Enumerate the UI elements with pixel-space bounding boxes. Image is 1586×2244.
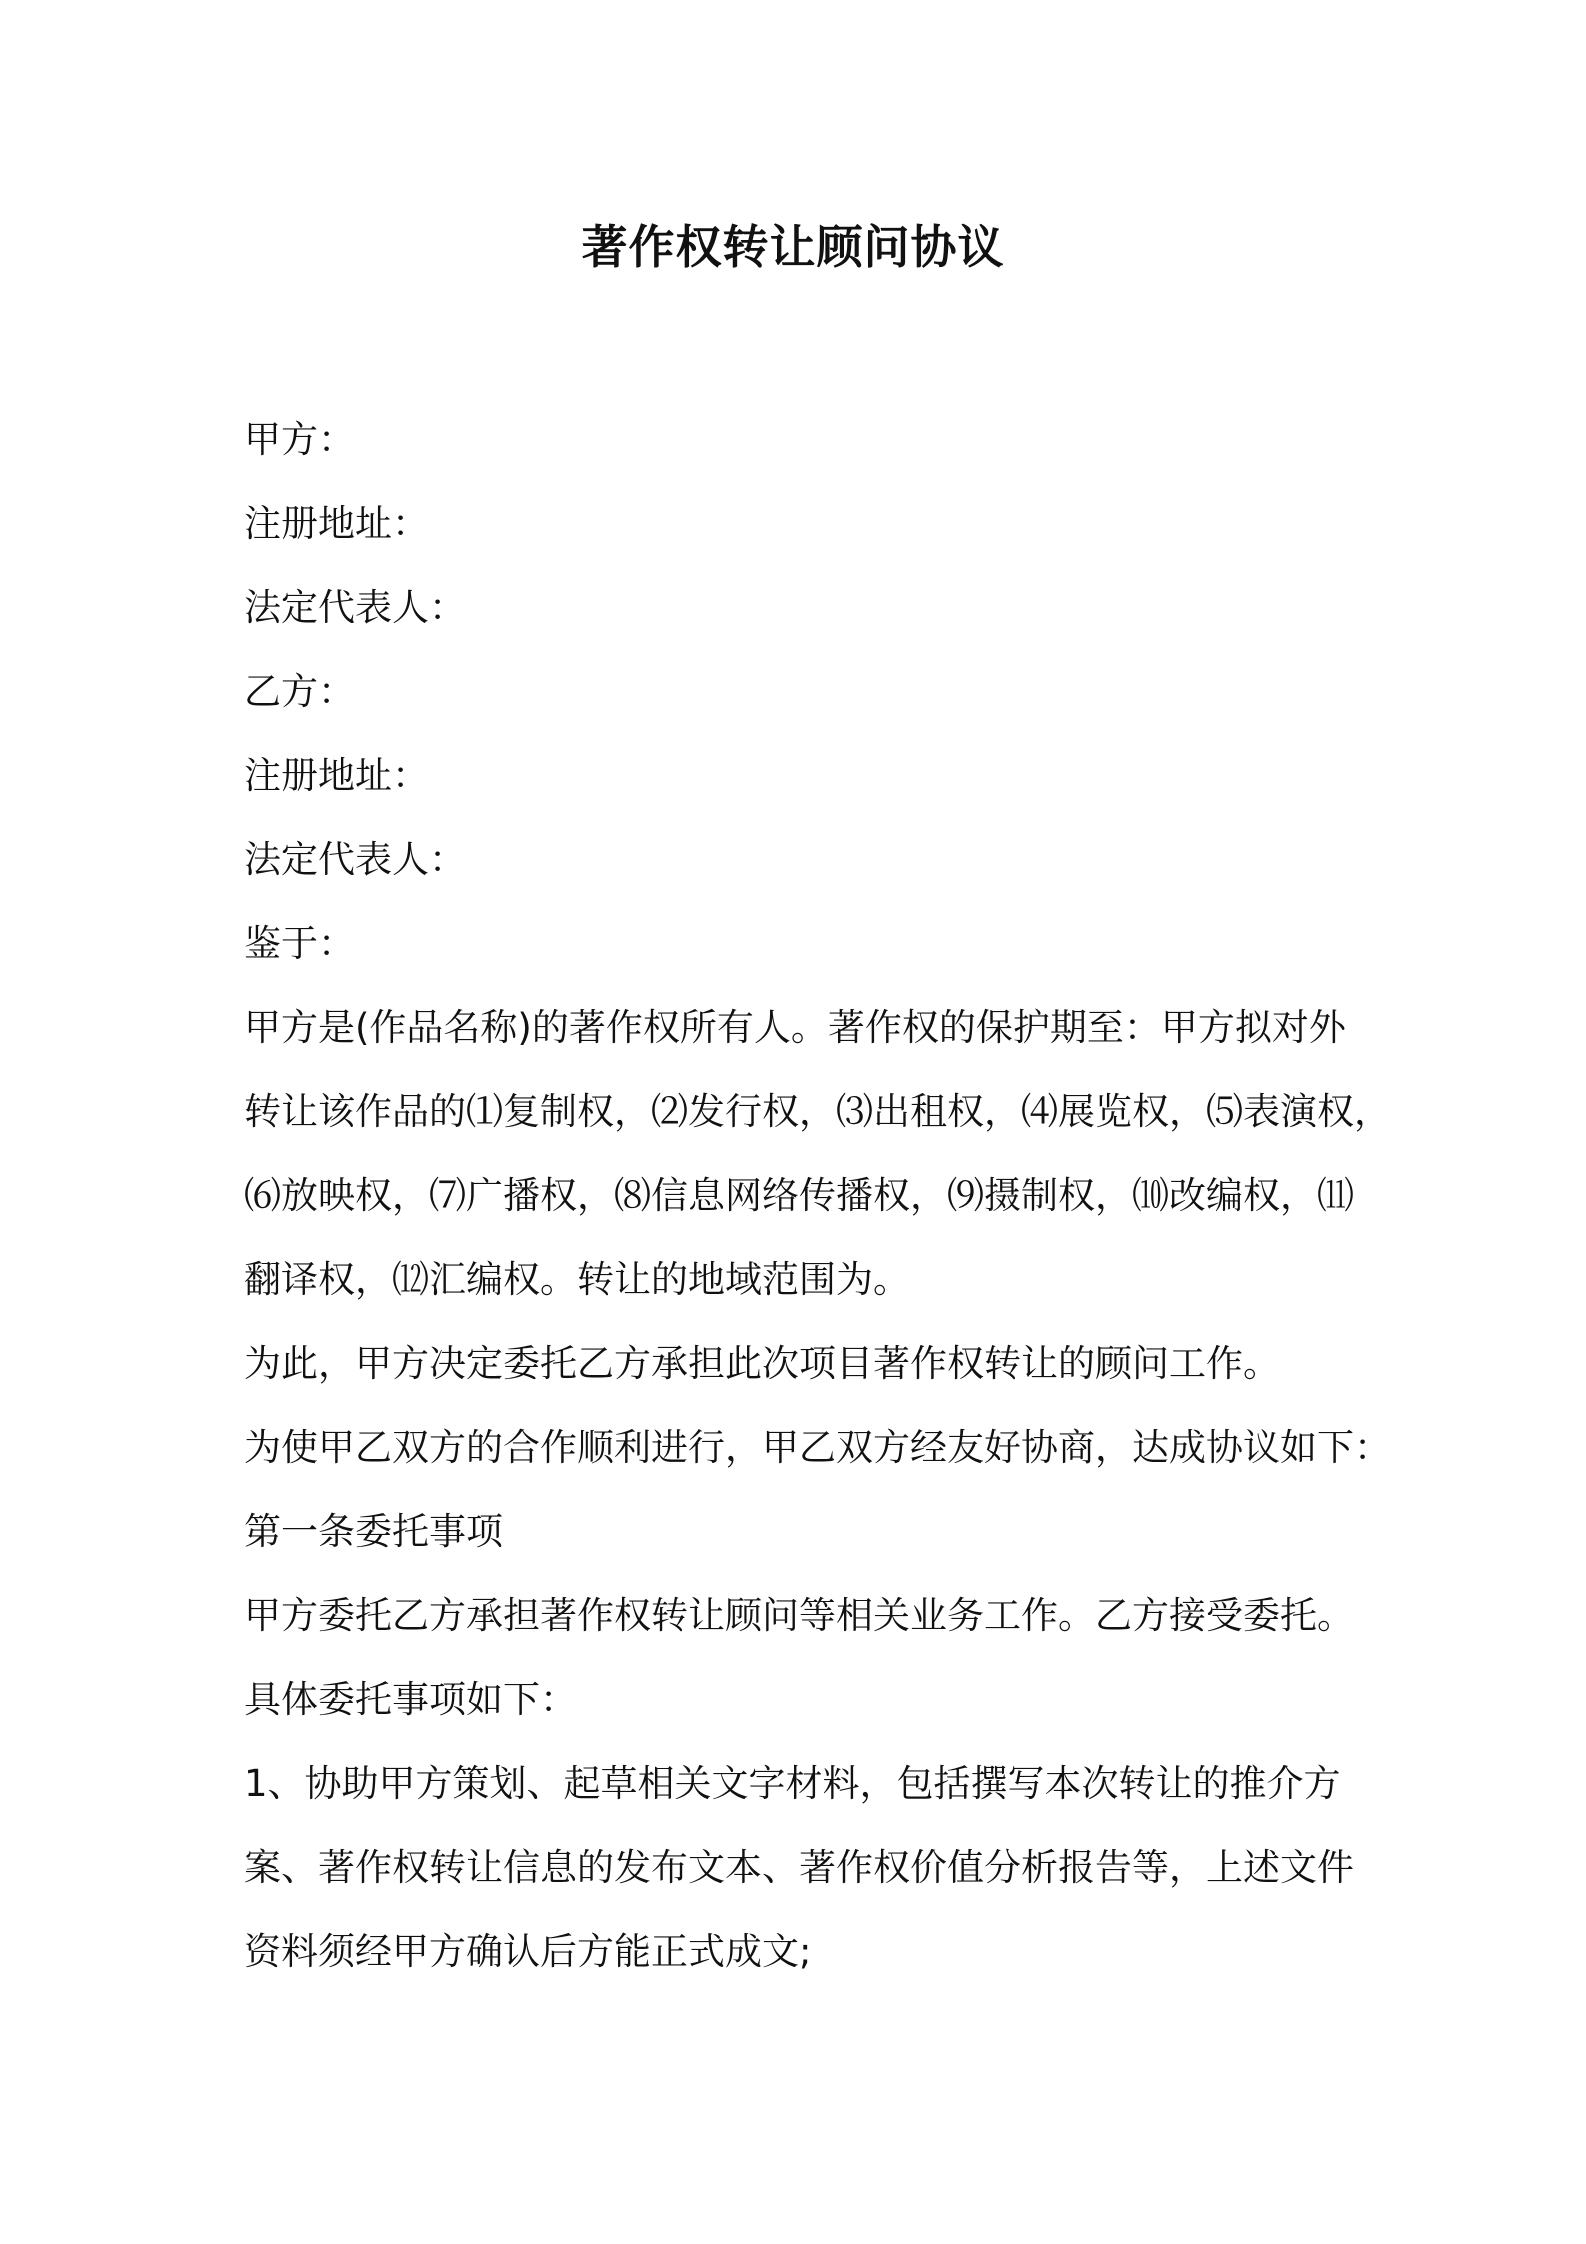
article-one-heading: 第一条委托事项 <box>244 1510 503 1553</box>
body-line: 转让该作品的⑴复制权，⑵发行权，⑶出租权，⑷展览权，⑸表演权， <box>244 1090 1391 1133</box>
body-line: 为此，甲方决定委托乙方承担此次项目著作权转让的顾问工作。 <box>244 1342 1280 1385</box>
body-line: 资料须经甲方确认后方能正式成文; <box>244 1930 812 1973</box>
document-body <box>244 398 1391 1994</box>
body-line: 具体委托事项如下： <box>244 1678 577 1721</box>
body-line: ⑹放映权，⑺广播权，⑻信息网络传播权，⑼摄制权，⑽改编权，⑾ <box>244 1174 1354 1217</box>
body-line: 为使甲乙双方的合作顺利进行，甲乙双方经友好协商，达成协议如下： <box>244 1426 1391 1469</box>
body-line: 甲方委托乙方承担著作权转让顾问等相关业务工作。乙方接受委托。 <box>244 1594 1354 1637</box>
body-line: 翻译权，⑿汇编权。转让的地域范围为。 <box>244 1258 910 1301</box>
party-b-representative-label: 法定代表人： <box>244 838 466 881</box>
party-a-address-label: 注册地址： <box>244 502 429 545</box>
party-b-address-label: 注册地址： <box>244 754 429 797</box>
whereas-label: 鉴于： <box>244 922 355 965</box>
party-a-representative-label: 法定代表人： <box>244 586 466 629</box>
body-line: 1、协助甲方策划、起草相关文字材料，包括撰写本次转让的推介方 <box>244 1762 1341 1805</box>
body-line: 甲方是(作品名称)的著作权所有人。著作权的保护期至：甲方拟对外 <box>244 1006 1346 1049</box>
body-line: 案、著作权转让信息的发布文本、著作权价值分析报告等，上述文件 <box>244 1846 1354 1889</box>
document-title: 著作权转让顾问协议 <box>581 220 1005 274</box>
party-b-label: 乙方： <box>244 670 355 713</box>
party-a-label: 甲方： <box>244 418 355 461</box>
